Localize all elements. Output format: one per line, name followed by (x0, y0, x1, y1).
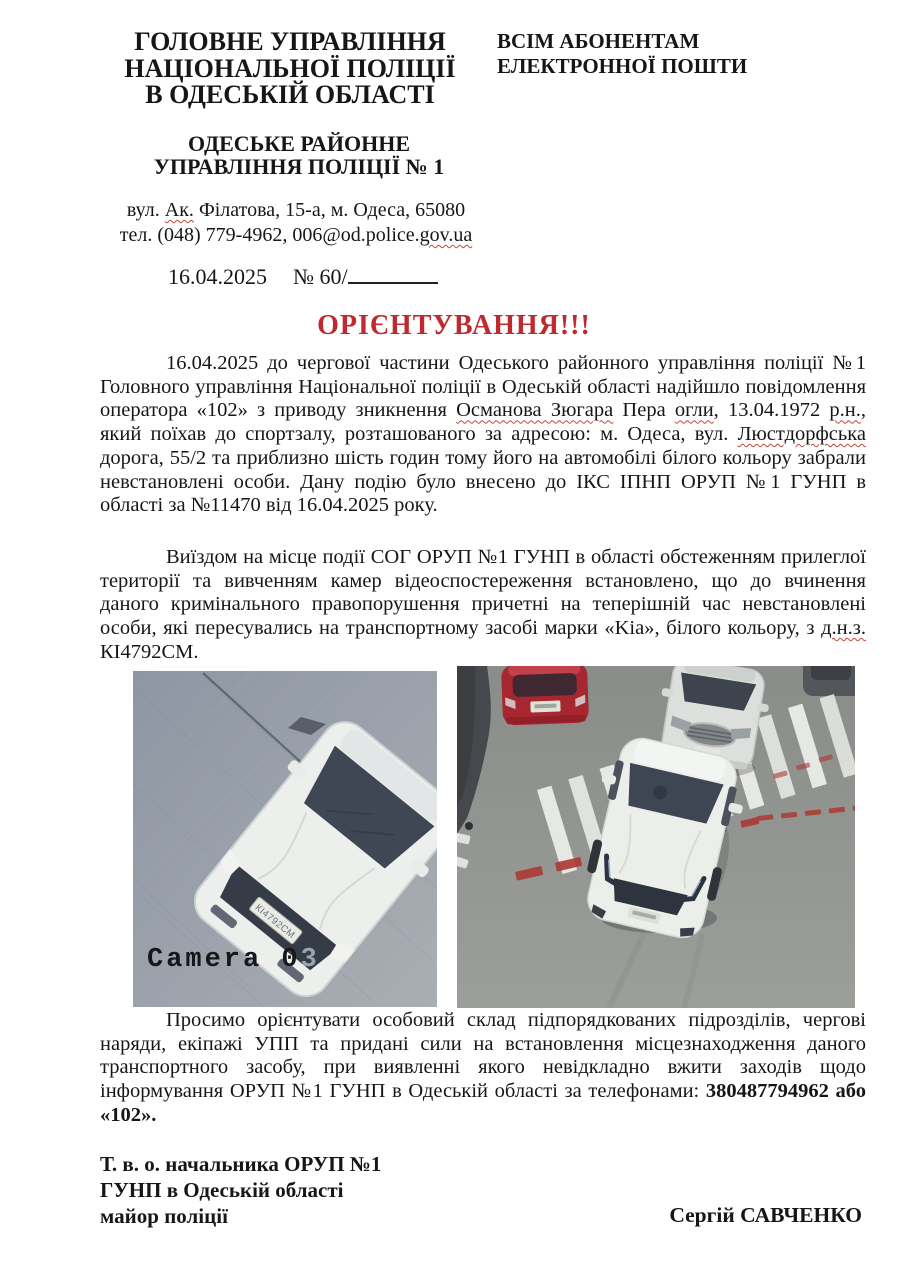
dept-line-2: УПРАВЛІННЯ ПОЛІЦІЇ № 1 (153, 154, 445, 179)
org-letterhead (110, 29, 470, 109)
camera-label: Camera 03 (147, 945, 320, 975)
cctv-photo-camera03 (133, 671, 437, 1007)
signer-rank: майор поліції (100, 1204, 228, 1228)
cctv-photo-traffic (457, 666, 855, 1008)
phone-numbers: 380487794962 або «102». (100, 1080, 866, 1126)
recipient-line-2: ЕЛЕКТРОННОЇ ПОШТИ (497, 54, 748, 78)
email-address: gov.ua (419, 224, 473, 246)
dept-line-1: ОДЕСЬКЕ РАЙОННЕ (187, 131, 411, 156)
document-number: № 60/ (293, 264, 348, 289)
red-car (501, 666, 589, 725)
license-plate-text: КІ4792СМ (252, 902, 297, 942)
signer-name: Сергій САВЧЕНКО (669, 1203, 862, 1227)
signer-position-line-1: Т. в. о. начальника ОРУП №1 (100, 1152, 382, 1176)
reference-line (168, 264, 438, 290)
recipient-line-1: ВСІМ АБОНЕНТАМ (497, 29, 700, 53)
recipient-block (497, 29, 797, 79)
page-title: ОРІЄНТУВАННЯ!!! (317, 310, 591, 341)
document-date: 16.04.2025 (168, 264, 267, 289)
paragraph-investigation: Виїздом на місце події СОГ ОРУП №1 ГУНП в області обстеженням прилеглої території та вивченням камер відеоспостереження встановлено, що до вчинення даного кримінального правопорушення причетні на теперішній час невстановлені особи, які пересувались на транспортному засобі марки «Kia», білого кольору, з д.н.з. КІ4792СМ. (100, 546, 866, 663)
signature-block (100, 1151, 381, 1229)
street-address: вул. Ак. Філатова, 15-а, м. Одеса, 65080 (126, 199, 466, 221)
cctv-photo-traffic-graphic (457, 666, 855, 1008)
paragraph-instruction: Просимо орієнтувати особовий склад підпорядкованих підрозділів, чергові наряди, екіпажі УПП та придані сили на встановлення місцезнаходження даного транспортного засобу, при виявленні якого невідкладно вжити заходів щодо інформування ОРУП №1 ГУНП в Одеській області за телефонами: 380487794962 або «102». (100, 1009, 866, 1126)
signer-position-line-2: ГУНП в Одеській області (100, 1178, 344, 1202)
paragraph-incident: 16.04.2025 до чергової частини Одеського районного управління поліції №1 Головного управління Національної поліції в Одеській області надійшло повідомлення оператора «102» з приводу зникнення Османова Зюгара Пера огли, 13.04.1972 р.н., який поїхав до спортзалу, розташованого за адресою: м. Одеса, вул. Люстдорфська дорога, 55/2 та приблизно шість годин тому його на автомобілі білого кольору забрали невстановлені особи. Дану подію було внесено до ІКС ІПНП ОРУП №1 ГУНП в області за №11470 від 16.04.2025 року. (100, 352, 866, 517)
phone-email: тел. (048) 779-4962, 006@od.police.gov.ua (119, 224, 473, 246)
org-line-2: НАЦІОНАЛЬНОЇ ПОЛІЦІЇ (124, 53, 456, 83)
org-line-3: В ОДЕСЬКІЙ ОБЛАСТІ (145, 80, 435, 109)
number-blank-line (348, 264, 438, 284)
department-block (120, 132, 478, 178)
contact-block (115, 198, 477, 248)
dark-vehicle-corner (803, 666, 855, 696)
cctv-photo-camera03-graphic (133, 671, 437, 1007)
org-line-1: ГОЛОВНЕ УПРАВЛІННЯ (134, 27, 446, 56)
